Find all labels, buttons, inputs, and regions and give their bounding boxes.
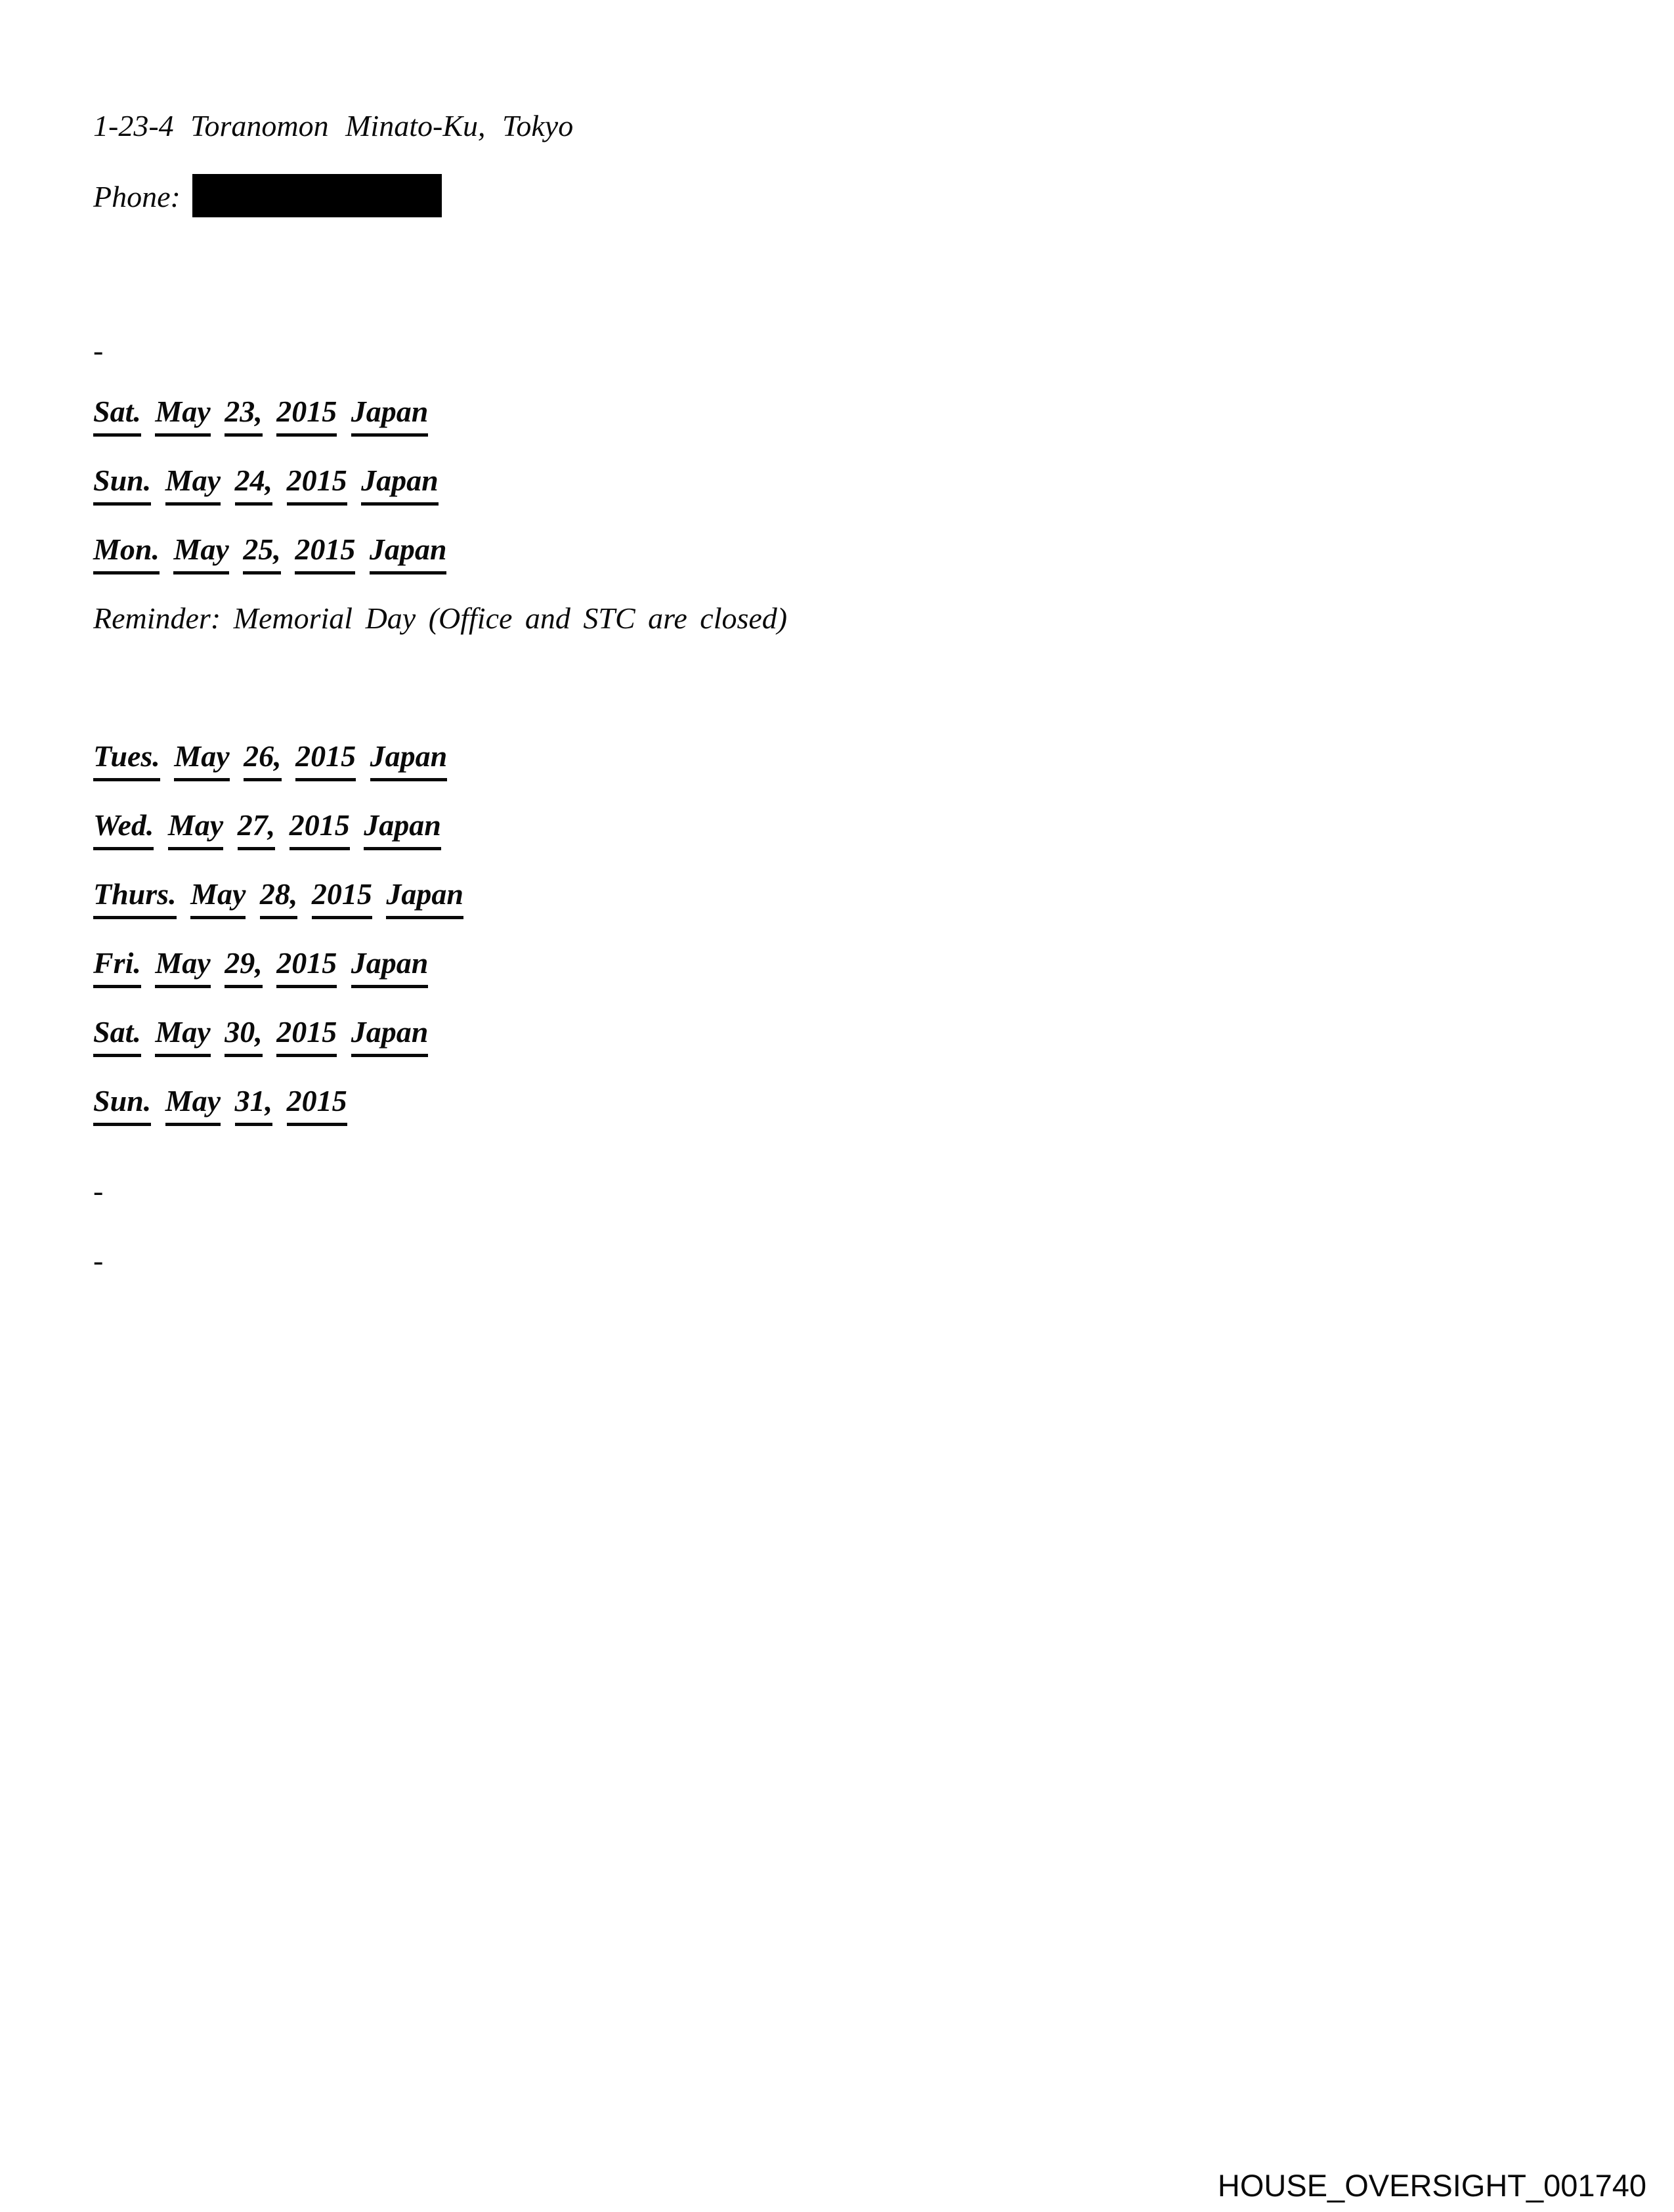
- calendar-entry: Tues. May 26, 2015 Japan: [93, 737, 447, 781]
- separator-dash: -: [93, 334, 104, 367]
- calendar-entry: Wed. May 27, 2015 Japan: [93, 806, 441, 850]
- bates-number: HOUSE_OVERSIGHT_001740: [1217, 2168, 1646, 2203]
- trailing-dash: -: [93, 1244, 104, 1277]
- calendar-entry: Sun. May 24, 2015 Japan: [93, 462, 439, 506]
- reminder-note: Reminder: Memorial Day (Office and STC are closed): [93, 601, 788, 635]
- calendar-entry: Sat. May 23, 2015 Japan: [93, 393, 428, 437]
- trailing-dash: -: [93, 1174, 104, 1207]
- phone-label: Phone:: [93, 180, 181, 213]
- phone-line: [93, 174, 442, 217]
- calendar-entry: Sun. May 31, 2015: [93, 1082, 347, 1126]
- calendar-entry: Fri. May 29, 2015 Japan: [93, 944, 428, 988]
- calendar-entry: Sat. May 30, 2015 Japan: [93, 1013, 428, 1057]
- address-line: 1-23-4 Toranomon Minato-Ku, Tokyo: [93, 109, 574, 142]
- calendar-entry: Thurs. May 28, 2015 Japan: [93, 875, 463, 919]
- calendar-entry: Mon. May 25, 2015 Japan: [93, 531, 446, 575]
- redaction-bar: [192, 174, 442, 217]
